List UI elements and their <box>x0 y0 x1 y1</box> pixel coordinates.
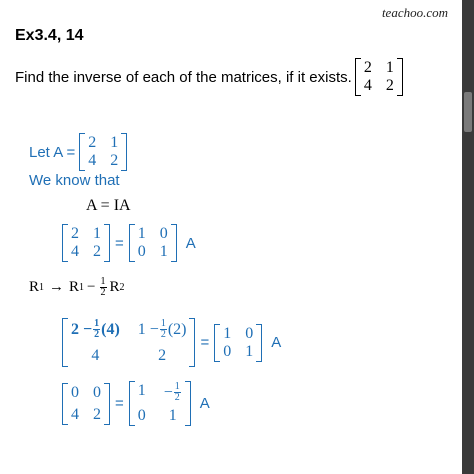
step3-row <box>62 381 210 426</box>
step3-rhs-matrix: 1 − $\frac{1}{2}$ 0 1 <box>129 381 191 426</box>
row-operation: R 1 → R 1 − $\frac{1}{2}$ R 2 <box>29 276 125 298</box>
equals-sign: = <box>115 395 124 412</box>
scrollbar[interactable] <box>462 0 474 474</box>
let-a-matrix: 2 1 4 2 <box>79 133 127 171</box>
identity-equation: A = IA <box>86 197 131 214</box>
question-matrix: 2 1 4 2 <box>355 58 403 96</box>
exercise-heading: Ex3.4, 14 <box>15 27 84 44</box>
step2-lhs-matrix: 2 − $\frac{1}{2}$ (4) 1 − $\frac{1}{2}$ (2) 4 2 <box>62 318 195 367</box>
step1-row <box>62 224 196 262</box>
equals-sign: = <box>115 234 124 252</box>
step1-rhs-matrix: 1 0 0 1 <box>129 224 177 262</box>
question-line <box>15 58 403 96</box>
step1-lhs-matrix: 2 1 4 2 <box>62 224 110 262</box>
step3-tail: A <box>199 395 210 412</box>
scrollbar-thumb[interactable] <box>464 92 472 132</box>
step3-lhs-matrix: 0 0 4 2 <box>62 383 110 425</box>
equals-sign: = <box>200 334 210 351</box>
step2-row <box>62 318 281 367</box>
let-a-label: Let A = <box>29 143 76 161</box>
we-know-that: We know that <box>29 172 120 189</box>
step2-tail: A <box>271 334 282 351</box>
step2-rhs-matrix: 1 0 0 1 <box>214 324 262 362</box>
step1-tail: A <box>185 234 196 252</box>
teachoo-watermark: teachoo.com <box>381 5 448 20</box>
question-text: Find the inverse of each of the matrices, if it exists. <box>15 68 352 86</box>
let-a-line <box>29 133 127 171</box>
